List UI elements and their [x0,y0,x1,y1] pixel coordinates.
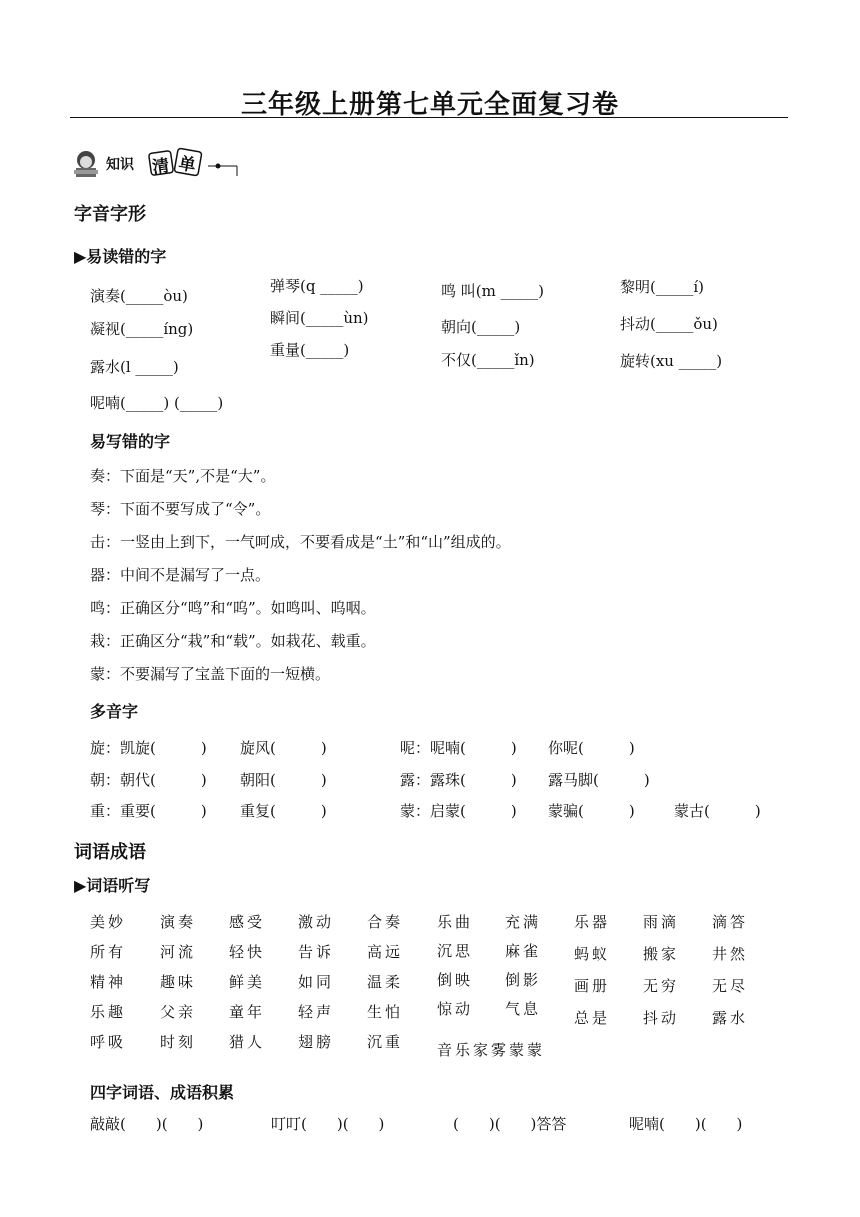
subheading-easy-write: 易写错的字 [90,432,171,451]
easy-read-item: 弹琴(q _____) [270,277,364,295]
dictation-word: 沉思 [437,942,474,960]
easy-read-item: 重量(_____) [270,341,350,359]
dictation-word: 生怕 [367,1003,404,1021]
dictation-word: 时刻 [160,1033,197,1051]
easy-write-item: 蒙：不要漏写了宝盖下面的一短横。 [90,665,331,683]
easy-write-item: 栽：正确区分“栽”和“载”。如栽花、载重。 [90,632,376,650]
dictation-word: 无尽 [712,977,749,995]
easy-write-item: 奏：下面是“天”,不是“大”。 [90,467,276,485]
dictation-word: 画册 [574,977,611,995]
dictation-word: 井然 [712,945,749,963]
dictation-word: 翅膀 [298,1033,335,1051]
page-title: 三年级上册第七单元全面复习卷 [240,90,619,120]
subheading-easy-read: ▶易读错的字 [74,247,167,266]
subheading-polyphone: 多音字 [90,702,139,721]
badge-text-dan: 单 [176,153,198,177]
dictation-word: 河流 [160,943,197,961]
dictation-word: 高远 [367,943,404,961]
dictation-word: 趣味 [160,973,197,991]
dictation-word: 抖动 [643,1009,680,1027]
section-heading-pronunciation: 字音字形 [74,204,146,225]
dictation-word: 乐曲 [437,913,474,931]
polyphone-item: 旋风( ) [240,739,327,757]
dictation-word: 蚂蚁 [574,945,611,963]
dictation-word: 感受 [229,913,266,931]
dictation-word: 合奏 [367,913,404,931]
dictation-word: 露水 [712,1009,749,1027]
easy-write-item: 器：中间不是漏写了一点。 [90,566,271,584]
easy-read-item: 露水(l _____) [90,358,179,376]
dictation-word: 搬家 [643,945,680,963]
easy-read-item: 旋转(xu _____) [620,352,723,370]
polyphone-item: 朝阳( ) [240,771,327,789]
dictation-word: 充满 [505,913,542,931]
polyphone-item: 朝：朝代( ) [90,771,207,789]
dictation-word: 无穷 [643,977,680,995]
badge-text-qing: 清 [151,155,171,179]
dictation-word: 美妙 [90,913,127,931]
dictation-word: 滴答 [712,913,749,931]
dictation-word: 如同 [298,973,335,991]
title-underline [70,117,788,118]
badge-text-knowledge: 知识 [106,157,134,173]
dictation-word: 童年 [229,1003,266,1021]
subheading-dictation: ▶词语听写 [74,876,151,895]
polyphone-item: 你呢( ) [548,739,635,757]
polyphone-item: 呢：呢喃( ) [400,739,517,757]
easy-read-item: 朝向(_____) [441,318,521,336]
dictation-word: 呼吸 [90,1033,127,1051]
dictation-word: 猎人 [229,1033,266,1051]
dictation-word: 雨滴 [643,913,680,931]
dictation-word: 倒影 [505,971,542,989]
knowledge-list-badge [72,146,242,180]
dictation-word: 轻快 [229,943,266,961]
dictation-word: 惊动 [437,1000,474,1018]
dictation-word: 所有 [90,943,127,961]
dictation-word: 轻声 [298,1003,335,1021]
easy-read-item: 呢喃(_____) (_____) [90,394,224,412]
dictation-word: 父亲 [160,1003,197,1021]
easy-write-item: 鸣：正确区分“鸣”和“呜”。如鸣叫、呜咽。 [90,599,376,617]
idiom-item: ( )( )答答 [453,1115,567,1133]
dictation-word: 温柔 [367,973,404,991]
polyphone-item: 露：露珠( ) [400,771,517,789]
polyphone-item: 重：重要( ) [90,802,207,820]
idiom-item: 叮叮( )( ) [271,1115,385,1133]
idiom-item: 呢喃( )( ) [629,1115,743,1133]
section-heading-vocabulary: 词语成语 [74,842,146,863]
dictation-word: 麻雀 [505,942,542,960]
subheading-idiom: 四字词语、成语积累 [90,1083,235,1102]
polyphone-item: 重复( ) [240,802,327,820]
polyphone-item: 旋：凯旋( ) [90,739,207,757]
easy-read-item: 凝视(_____íng) [90,320,194,338]
dictation-word: 激动 [298,913,335,931]
easy-read-item: 演奏(_____òu) [90,287,188,305]
polyphone-item: 蒙骗( ) [548,802,635,820]
easy-write-item: 琴：下面不要写成了“令”。 [90,500,271,518]
dictation-word: 音乐家雾蒙蒙 [437,1041,546,1059]
easy-read-item: 瞬间(_____ùn) [270,309,369,327]
easy-write-item: 击：一竖由上到下，一气呵成，不要看成是“土”和“山”组成的。 [90,533,511,551]
dictation-word: 总是 [574,1009,611,1027]
idiom-item: 敲敲( )( ) [90,1115,204,1133]
polyphone-item: 蒙古( ) [674,802,761,820]
easy-read-item: 黎明(_____í) [620,278,705,296]
dictation-word: 精神 [90,973,127,991]
dictation-word: 演奏 [160,913,197,931]
dictation-word: 鲜美 [229,973,266,991]
polyphone-item: 蒙：启蒙( ) [400,802,517,820]
dictation-word: 倒映 [437,971,474,989]
dictation-word: 告诉 [298,943,335,961]
dictation-word: 乐趣 [90,1003,127,1021]
dictation-word: 沉重 [367,1033,404,1051]
dictation-word: 气息 [505,1000,542,1018]
easy-read-item: 抖动(_____ǒu) [620,315,718,333]
easy-read-item: 不仅(_____ǐn) [441,351,535,369]
dictation-word: 乐器 [574,913,611,931]
polyphone-item: 露马脚( ) [548,771,650,789]
easy-read-item: 鸣 叫(m _____) [441,282,544,300]
